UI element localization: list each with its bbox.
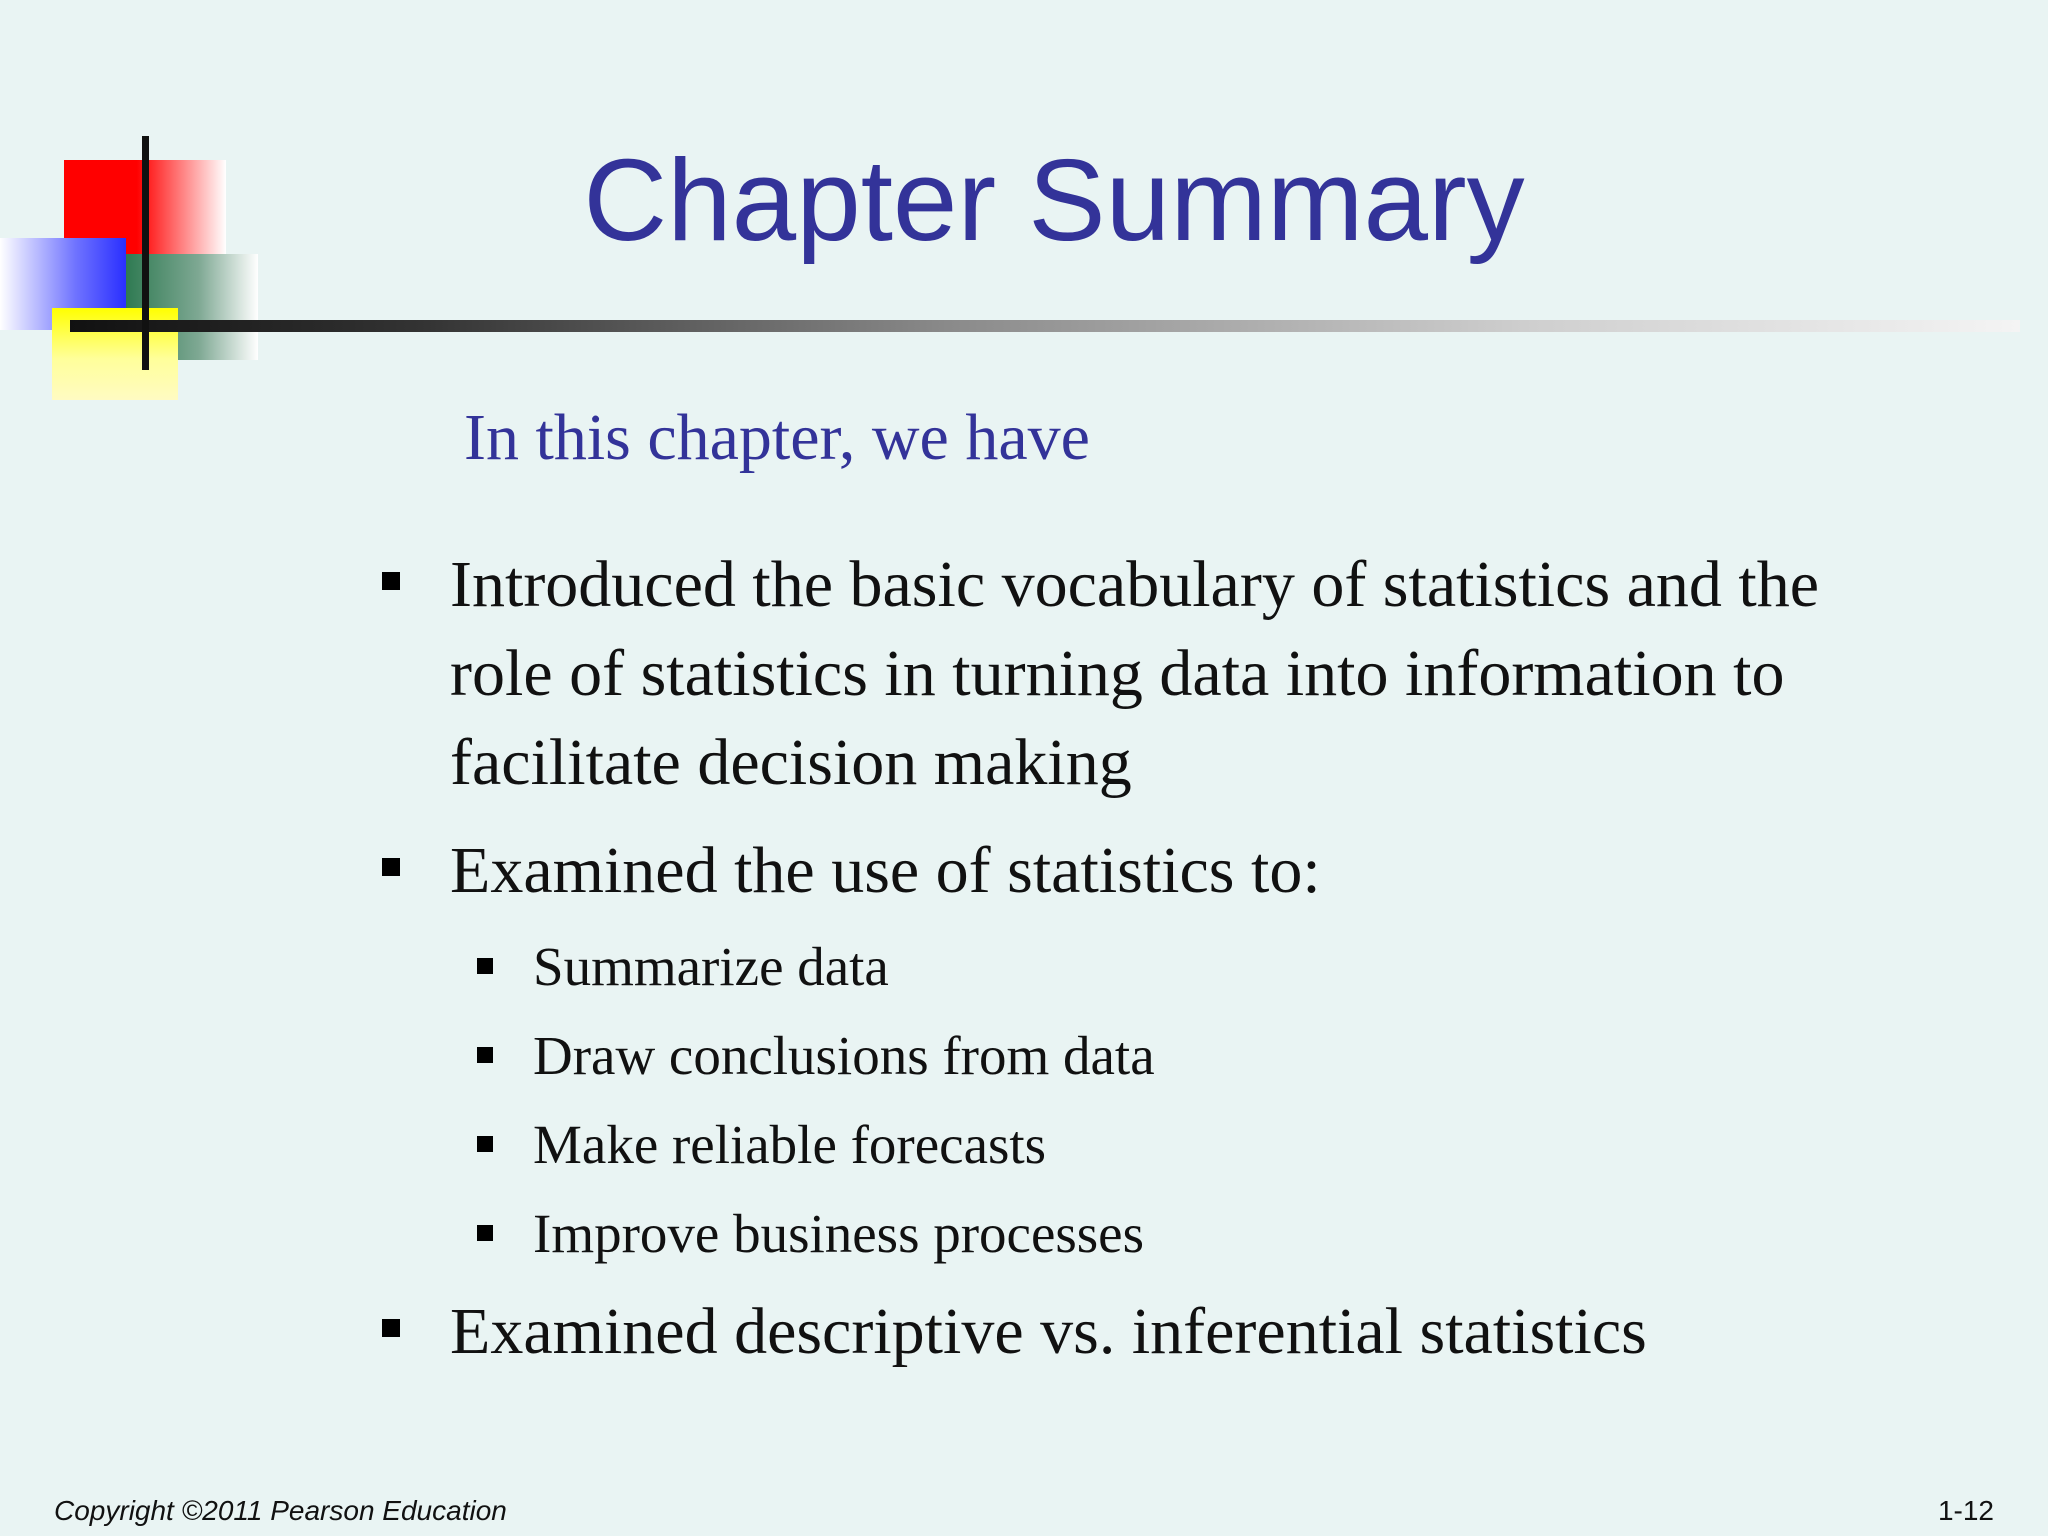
square-bullet-icon: [477, 1225, 493, 1241]
square-bullet-icon: [477, 1047, 493, 1063]
square-bullet-icon: [382, 1319, 400, 1337]
sub-bullet-item: [475, 1021, 1155, 1091]
sub-bullet-item: [475, 932, 889, 1002]
sub-bullet-text: Summarize data: [533, 936, 889, 997]
bullet-text: Introduced the basic vocabulary of statistics and the role of statistics in turning data into information to facilitate decision making: [450, 548, 1820, 799]
sub-bullet-item: [475, 1199, 1144, 1269]
title-underline-rule: [70, 320, 2020, 332]
bullet-item-vocabulary: [380, 540, 1880, 807]
sub-bullet-text: Draw conclusions from data: [533, 1025, 1155, 1086]
square-bullet-icon: [477, 958, 493, 974]
sub-bullet-text: Improve business processes: [533, 1203, 1144, 1264]
copyright-footer: Copyright ©2011 Pearson Education: [54, 1495, 507, 1526]
bullet-text: Examined the use of statistics to:: [450, 834, 1321, 907]
square-bullet-icon: [477, 1136, 493, 1152]
square-bullet-icon: [382, 572, 400, 590]
intro-line: In this chapter, we have: [464, 401, 1090, 474]
sub-bullet-text: Make reliable forecasts: [533, 1114, 1047, 1175]
bullet-item-use-of-statistics: [380, 826, 1880, 915]
bullet-item-descriptive-inferential: [380, 1287, 1880, 1376]
sub-bullet-item: [475, 1110, 1046, 1180]
square-bullet-icon: [382, 858, 400, 876]
bullet-text: Examined descriptive vs. inferential statistics: [450, 1295, 1647, 1368]
slide-title: Chapter Summary: [583, 135, 1525, 265]
page-number: 1-12: [1937, 1495, 1994, 1526]
